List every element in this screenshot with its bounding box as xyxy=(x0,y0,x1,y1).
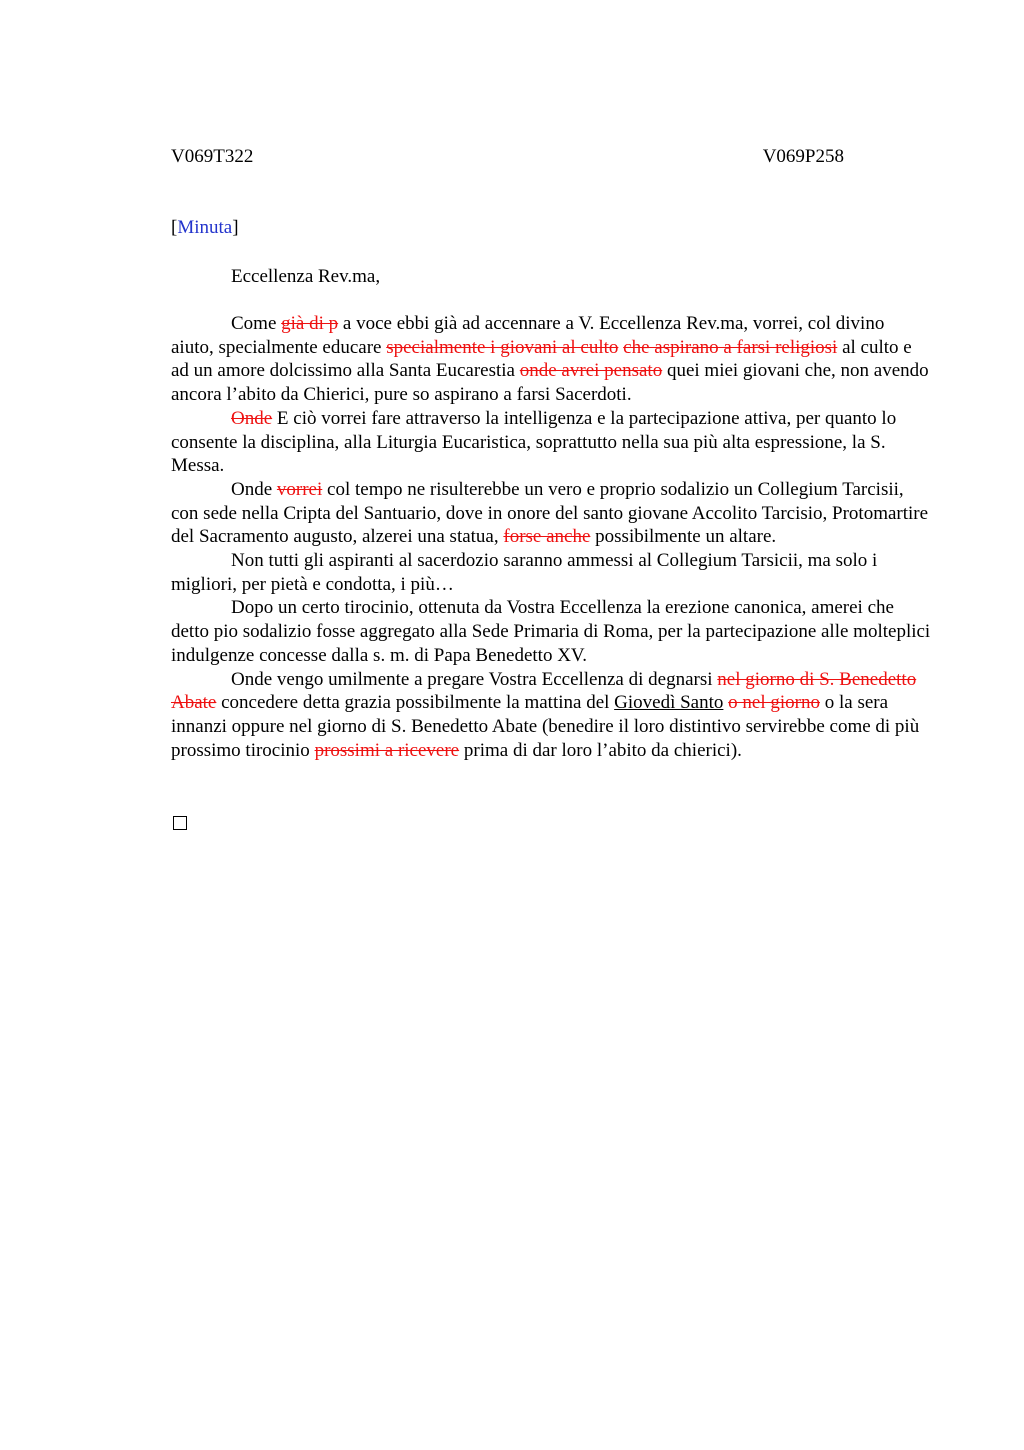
salutation: Eccellenza Rev.ma, xyxy=(231,266,381,287)
paragraph-3 xyxy=(171,478,931,549)
text-run: a voce ebbi già ad accennare a V. Eccellenza Rev.ma, vorrei, col divino aiuto, specialmente educare xyxy=(171,313,885,358)
paragraph-2 xyxy=(171,407,931,478)
text-run: Non tutti gli aspiranti al sacerdozio saranno ammessi al Collegium Tarsicii, ma solo i migliori, per pietà e condotta, i più… xyxy=(171,550,878,595)
text-run: quei miei giovani che, non avendo ancora l’abito da Chierici, pure so aspirano a farsi Sacerdoti. xyxy=(171,360,929,406)
document-codes xyxy=(171,146,844,170)
deleted-text: onde avrei pensato xyxy=(519,360,663,382)
text-run: concedere detta grazia possibilmente la mattina del xyxy=(216,692,615,714)
text-run: Come xyxy=(231,313,282,334)
minuta-close-bracket: ] xyxy=(232,217,239,238)
paragraph-4 xyxy=(171,549,931,596)
deleted-text: forse anche xyxy=(503,526,591,548)
text-run: Onde xyxy=(231,478,277,500)
minuta-label xyxy=(171,217,239,239)
deleted-text: che aspirano a farsi religiosi xyxy=(623,336,838,358)
text-run: col tempo ne risulterebbe un vero e proprio sodalizio un Collegium Tarcisii, con sede nella Cripta del Santuario, dove in onore del santo giovane Accolito Tarcisio, Protomartire del Sacramento augusto, alzerei una statua, xyxy=(171,478,929,548)
minuta-text: Minuta xyxy=(177,217,233,238)
text-run: prima di dar loro l’abito da chierici). xyxy=(459,739,742,761)
paragraph-1 xyxy=(171,312,931,407)
text-run: Onde vengo umilmente a pregare Vostra Eccellenza di degnarsi xyxy=(231,668,718,690)
deleted-text: nel giorno di S. Benedetto Abate xyxy=(171,668,917,714)
deleted-text: prossimi a ricevere xyxy=(314,739,460,761)
text-run: Dopo un certo tirocinio, ottenuta da Vostra Eccellenza la erezione canonica, amerei che detto pio sodalizio fosse aggregato alla Sede Primaria di Roma, per la partecipazione alle molteplici indulgenze concesse dalla s. m. di Papa Benedetto XV. xyxy=(171,597,931,666)
deleted-text: Onde xyxy=(231,407,273,429)
text-run: al culto e ad un amore dolcissimo alla Santa Eucarestia xyxy=(171,336,912,382)
deleted-text: specialmente i giovani al culto xyxy=(386,336,619,358)
text-run: o la sera innanzi oppure nel giorno di S. Benedetto Abate (benedire il loro distintivo servirebbe come di più prossimo tirocinio xyxy=(171,692,920,761)
paragraph-6 xyxy=(171,668,931,763)
document-code-left: V069T322 xyxy=(171,146,254,167)
deleted-text: già di p xyxy=(281,313,339,334)
deleted-text: o nel giorno xyxy=(728,692,820,714)
text-run: E ciò vorrei fare attraverso la intelligenza e la partecipazione attiva, per quanto lo consente la disciplina, alla Liturgia Eucaristica, soprattutto nella sua più alta espressione, la S. Messa. xyxy=(171,407,897,477)
document-code-right: V069P258 xyxy=(762,146,844,167)
minuta-open-bracket: [ xyxy=(171,217,178,238)
text-run: possibilmente un altare. xyxy=(590,526,777,548)
paragraph-5 xyxy=(171,596,931,667)
underlined-text: Giovedì Santo xyxy=(614,692,724,714)
end-box-marker xyxy=(173,816,187,830)
deleted-text: vorrei xyxy=(276,478,323,500)
letter-body xyxy=(171,312,931,762)
